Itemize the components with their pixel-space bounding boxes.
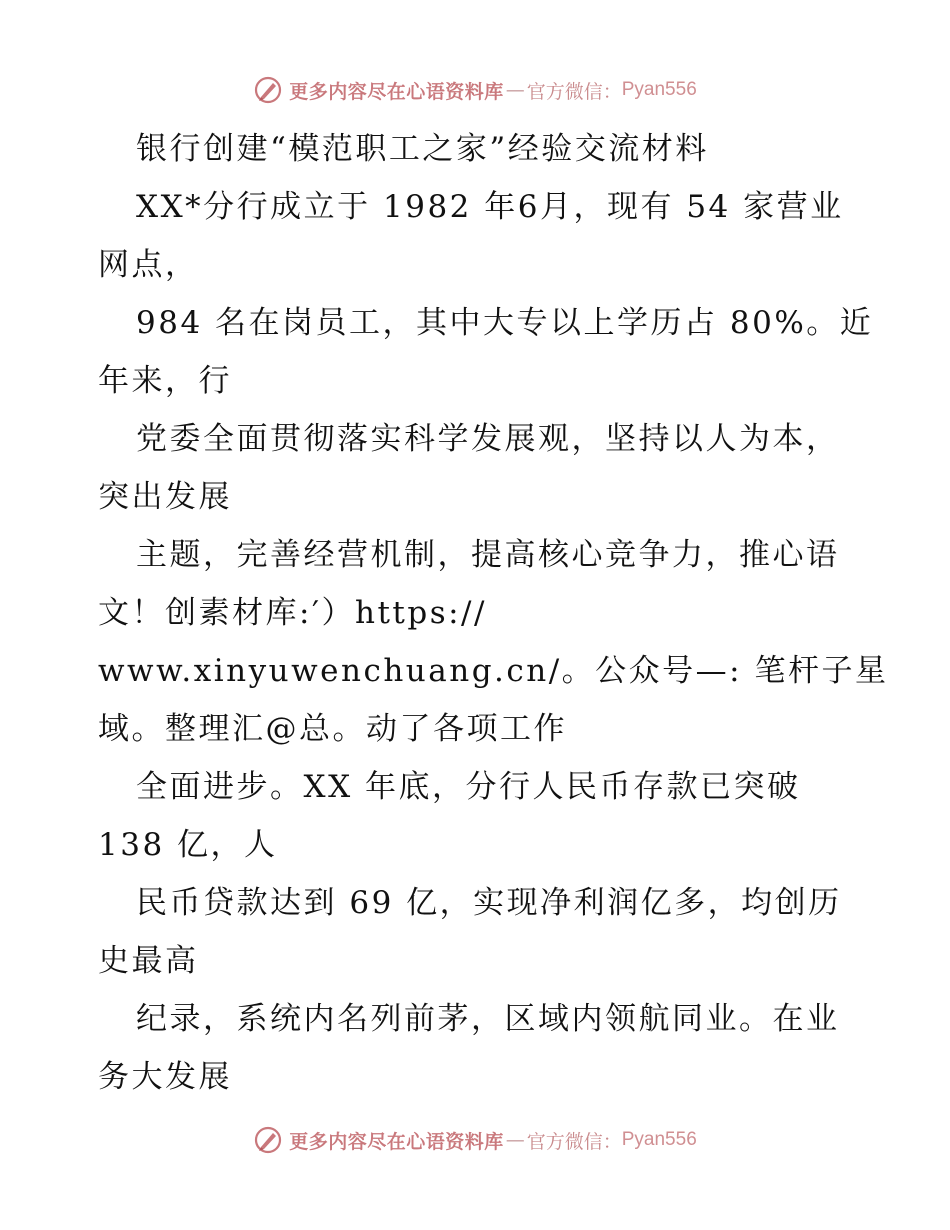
text-line: 党委全面贯彻落实科学发展观，坚持以人为本，: [136, 421, 840, 457]
text-line: 民币贷款达到 69 亿，实现净利润亿多，均创历: [136, 885, 842, 921]
banner-dash: —: [505, 79, 525, 101]
banner-wechat-label: 官方微信：: [526, 1130, 622, 1153]
banner-wechat-id: Pyan556: [621, 79, 697, 100]
banner-main-text: 更多内容尽在心语资料库: [289, 1130, 504, 1153]
document-body: [98, 120, 888, 1106]
text-line: 域。整理汇@总。动了各项工作: [98, 711, 567, 747]
banner-wechat-id: Pyan556: [621, 1129, 697, 1150]
text-line: 银行创建“模范职工之家”经验交流材料: [136, 131, 709, 167]
text-line: 网点，: [98, 247, 199, 283]
header-banner: [0, 72, 950, 108]
text-line: 984 名在岗员工，其中大专以上学历占 80%。近: [136, 305, 874, 341]
pen-logo-icon: [253, 1125, 283, 1155]
text-line: 史最高: [98, 943, 199, 979]
text-line: 文！创素材库:′）https://: [98, 595, 487, 631]
pen-logo-icon: [253, 75, 283, 105]
banner-wechat-label: 官方微信：: [526, 80, 622, 103]
text-line: 务大发展: [98, 1059, 232, 1095]
text-line: 年来，行: [98, 363, 232, 399]
banner-dash: —: [505, 1129, 525, 1151]
text-line: 纪录，系统内名列前茅，区域内领航同业。在业: [136, 1001, 840, 1037]
text-line: 全面进步。XX 年底，分行人民币存款已突破: [136, 769, 801, 805]
footer-banner: [0, 1122, 950, 1158]
text-line: 主题，完善经营机制，提高核心竞争力，推心语: [136, 537, 840, 573]
text-line: XX*分行成立于 1982 年6月，现有 54 家营业: [136, 189, 844, 225]
text-line: 138 亿，人: [98, 827, 278, 863]
banner-main-text: 更多内容尽在心语资料库: [289, 80, 504, 103]
text-line: www.xinyuwenchuang.cn/。公众号—: 笔杆子星: [98, 653, 889, 689]
text-line: 突出发展: [98, 479, 232, 515]
